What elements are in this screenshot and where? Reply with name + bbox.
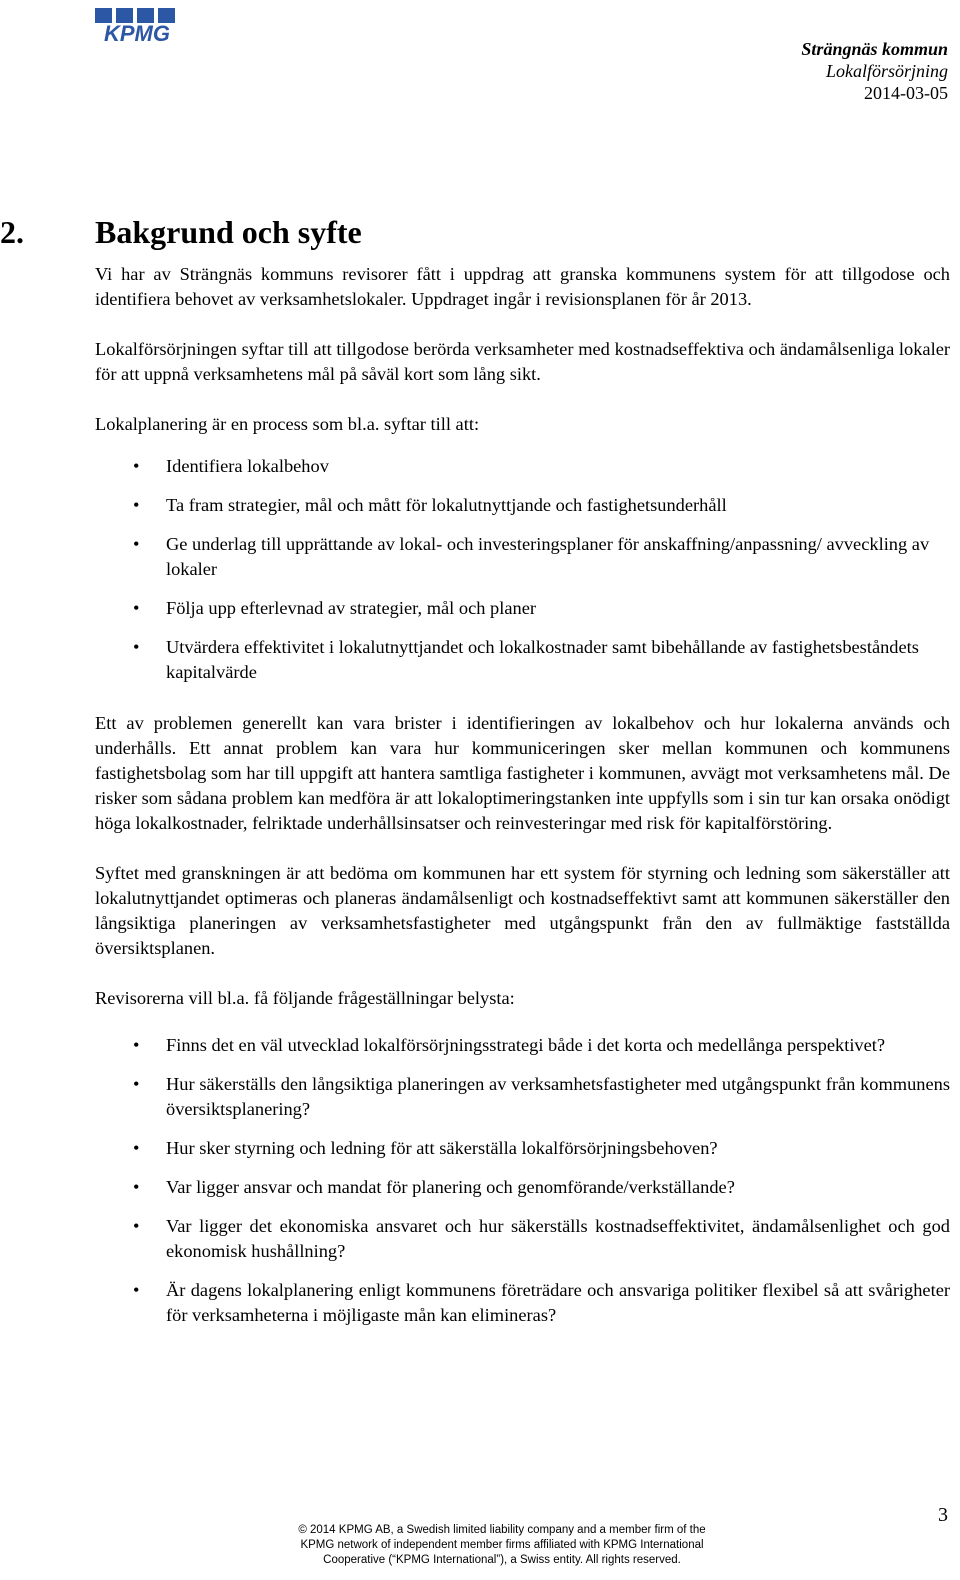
section-title: Bakgrund och syfte <box>95 214 362 250</box>
list-item: • Följa upp efterlevnad av strategier, mål och planer <box>95 596 950 621</box>
bullet-icon: • <box>133 1216 140 1236</box>
kpmg-logo <box>93 8 181 42</box>
bullet-icon: • <box>133 456 140 476</box>
list-item: • Är dagens lokalplanering enligt kommunens företrädare och ansvariga politiker flexibel så att svårigheter för verksamheterna i möjligaste mån kan elimineras? <box>133 1280 950 1325</box>
svg-text:KPMG: KPMG <box>104 21 170 42</box>
document-header <box>801 38 948 104</box>
footer-line: KPMG network of independent member firms affiliated with KPMG International <box>300 1539 704 1551</box>
kpmg-logo-icon <box>93 8 181 42</box>
bullet-icon: • <box>133 1035 140 1055</box>
paragraph-process-intro: Lokalplanering är en process som bl.a. syftar till att: <box>95 414 480 434</box>
header-organization: Strängnäs kommun <box>801 39 948 59</box>
list-item: • Ta fram strategier, mål och mått för lokalutnyttjande och fastighetsunderhåll <box>95 493 950 518</box>
bullet-icon: • <box>133 1280 140 1300</box>
bullet-icon: • <box>133 598 140 618</box>
paragraph-intro: Vi har av Strängnäs kommuns revisorer fått i uppdrag att granska kommunens system för att tillgodose och identifiera behovet av verksamhetslokaler. Uppdraget ingår i revisionsplanen för år 2013. <box>95 264 950 309</box>
list-item: • Finns det en väl utvecklad lokalförsörjningsstrategi både i det korta och medellånga perspektivet? <box>95 1033 950 1058</box>
list-item: • Identifiera lokalbehov <box>95 454 950 479</box>
section-number: 2. <box>0 214 24 250</box>
list-item: • Hur säkerställs den långsiktiga planeringen av verksamhetsfastigheter med utgångspunkt från kommunens översiktsplanering? <box>133 1074 950 1119</box>
footer-line: Cooperative (“KPMG International”), a Swiss entity. All rights reserved. <box>323 1554 681 1566</box>
questions-list <box>95 1033 950 1328</box>
paragraph-questions-intro: Revisorerna vill bl.a. få följande frågeställningar belysta: <box>95 988 515 1008</box>
list-item: • Hur sker styrning och ledning för att säkerställa lokalförsörjningsbehoven? <box>95 1136 950 1161</box>
header-subtitle: Lokalförsörjning <box>825 61 948 81</box>
paragraph-purpose: Lokalförsörjningen syftar till att tillgodose berörda verksamheter med kostnadseffektiva och ändamålsenliga lokaler för att uppnå verksamhetens mål på såväl kort som lång sikt. <box>95 339 950 384</box>
list-item: • Ge underlag till upprättande av lokal- och investeringsplaner för anskaffning/anpassning/ avveckling av lokaler <box>133 534 930 579</box>
process-list <box>95 454 950 685</box>
paragraph-problems: Ett av problemen generellt kan vara brister i identifieringen av lokalbehov och hur lokalerna används och underhålls. Ett annat problem kan vara hur kommuniceringen sker mellan kommunen och kommunens fastighetsbolag som har till uppgift att hantera samtliga fastigheter i kommunen, avvägt mot verksamhetens mål. De risker som sådana problem kan medföra är att lokaloptimeringstanken inte uppfylls som i sin tur kan orsaka onödigt höga lokalkostnader, felriktade underhållsinsatser och reinvesteringar med risk för kapitalförstöring. <box>95 713 950 833</box>
bullet-icon: • <box>133 534 140 554</box>
bullet-icon: • <box>133 637 140 657</box>
header-date: 2014-03-05 <box>864 83 948 103</box>
copyright-footer <box>0 1523 960 1568</box>
paragraph-objective: Syftet med granskningen är att bedöma om kommunen har ett system för styrning och ledning som säkerställer att lokalutnyttjandet optimeras och planeras ändamålsenligt och kostnadseffektivt samt att kommunen säkerställer den långsiktiga planeringen av verksamhetsfastigheter med utgångspunkt från den av fullmäktige fastställda översiktsplanen. <box>95 863 950 958</box>
bullet-icon: • <box>133 1177 140 1197</box>
list-item: • Var ligger ansvar och mandat för planering och genomförande/verkställande? <box>95 1175 950 1200</box>
bullet-icon: • <box>133 495 140 515</box>
list-item: • Var ligger det ekonomiska ansvaret och hur säkerställs kostnadseffektivitet, ändamålsenlighet och god ekonomisk hushållning? <box>133 1216 950 1261</box>
bullet-icon: • <box>133 1138 140 1158</box>
footer-line: © 2014 KPMG AB, a Swedish limited liability company and a member firm of the <box>298 1524 706 1536</box>
bullet-icon: • <box>133 1074 140 1094</box>
body-content <box>95 262 950 1342</box>
page-number: 3 <box>938 1504 948 1526</box>
list-item: • Utvärdera effektivitet i lokalutnyttjandet och lokalkostnader samt bibehållande av fastighetsbeståndets kapitalvärde <box>133 637 919 682</box>
